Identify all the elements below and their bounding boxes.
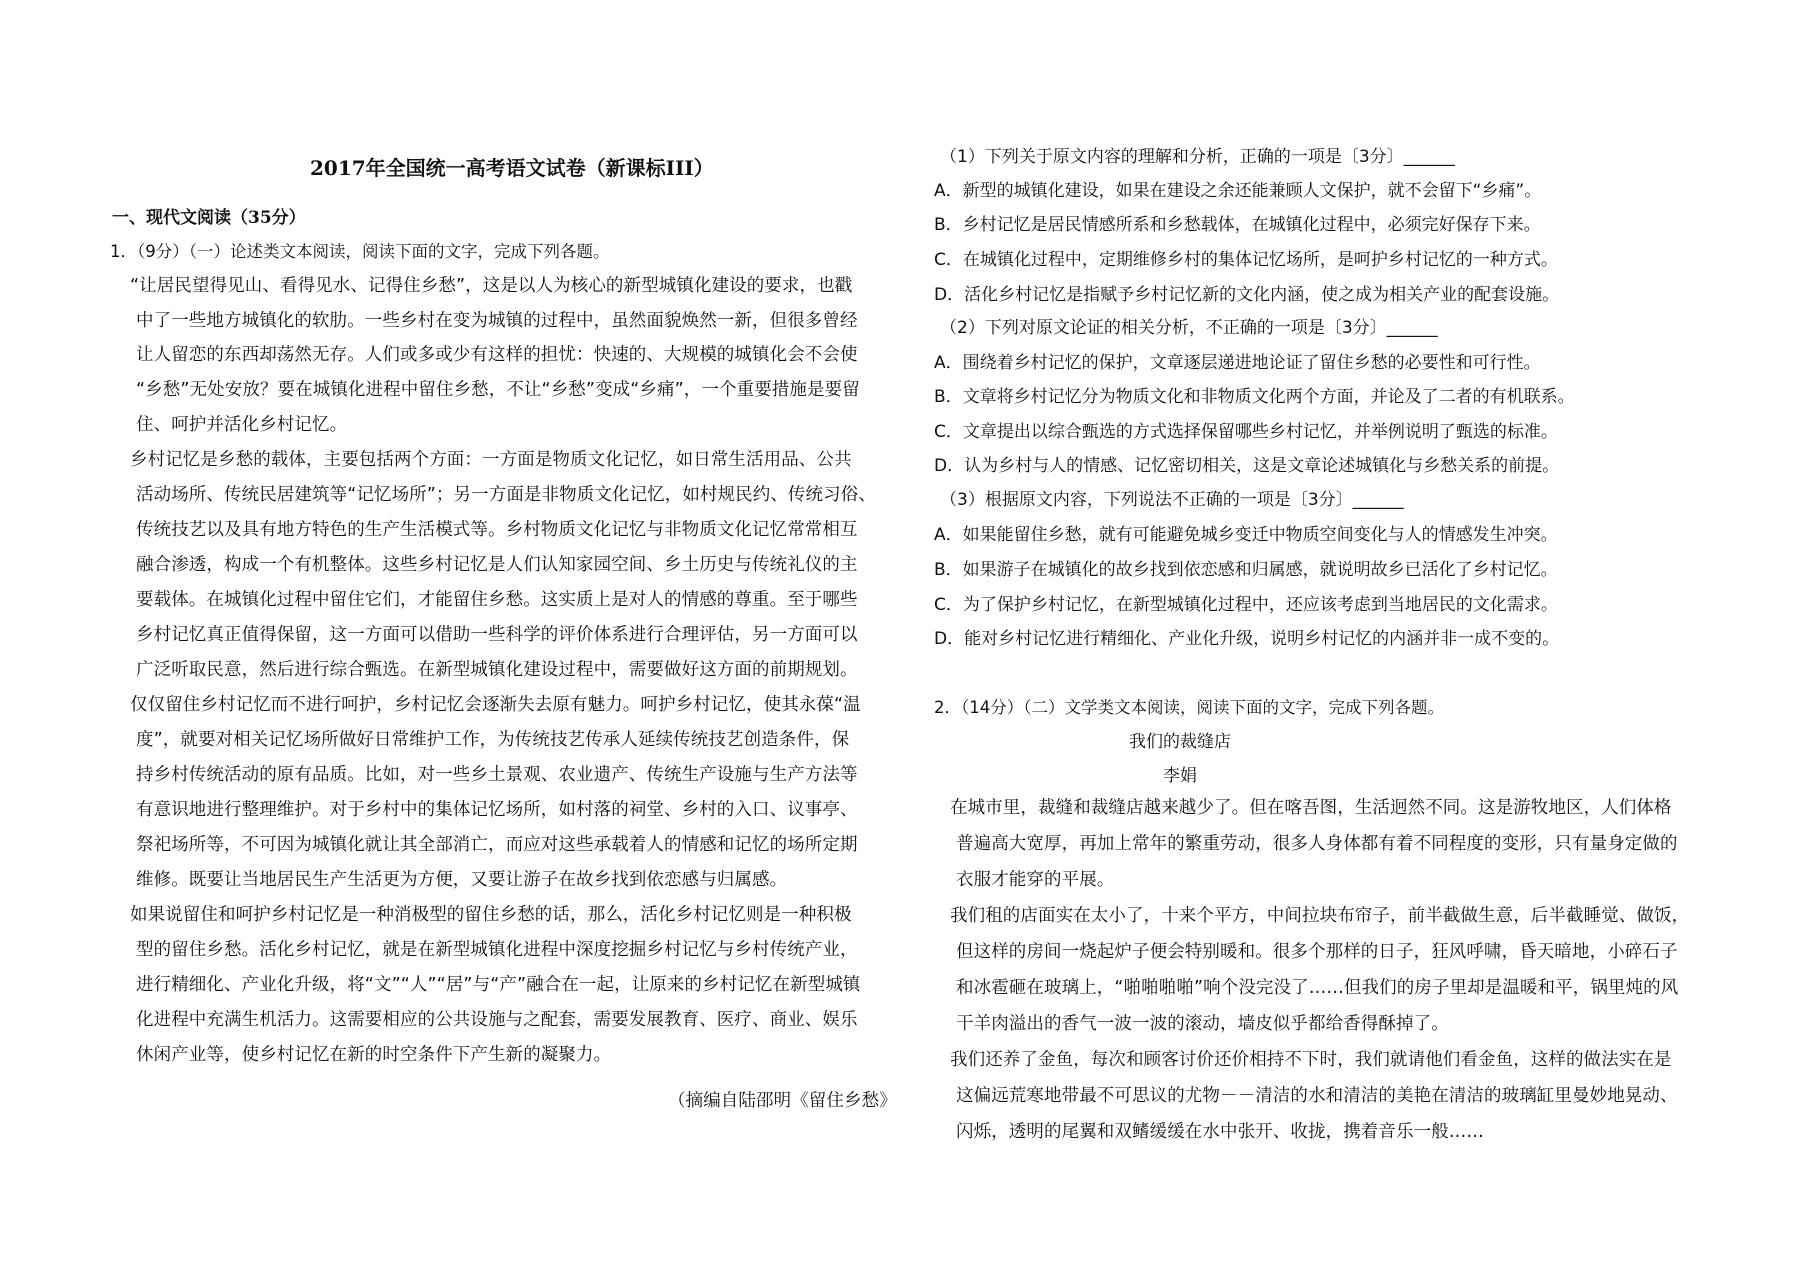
question-1-header: 1．（9分）（一）论述类文本阅读，阅读下面的文字，完成下列各题。 xyxy=(110,242,610,261)
option-d: D．活化乡村记忆是指赋予乡村记忆新的文化内涵，使之成为相关产业的配套设施。 xyxy=(934,285,1560,305)
passage-line: 维修。既要让当地居民生产生活更为方便，又要让游子在故乡找到依恋感与归属感。 xyxy=(136,870,788,890)
story-line: 我们还养了金鱼，每次和顾客讨价还价相持不下时，我们就请他们看金鱼，这样的做法实在是 xyxy=(950,1050,1672,1070)
option-a: A．围绕着乡村记忆的保护，文章逐层递进地论证了留住乡愁的必要性和可行性。 xyxy=(934,353,1541,373)
story-line: 但这样的房间一烧起炉子便会特别暖和。很多个那样的日子，狂风呼啸，昏天暗地，小碎石子 xyxy=(956,942,1678,962)
passage-line: 如果说留住和呵护乡村记忆是一种消极型的留住乡愁的话，那么，活化乡村记忆则是一种积极 xyxy=(130,905,852,925)
passage-line: 乡村记忆是乡愁的载体，主要包括两个方面：一方面是物质文化记忆，如日常生活用品、公共 xyxy=(130,450,852,470)
story-line: 干羊肉溢出的香气一波一波的滚动，墙皮似乎都给香得酥掉了。 xyxy=(956,1014,1449,1034)
page-title: 2017年全国统一高考语文试卷（新课标III） xyxy=(310,156,714,180)
option-b: B．文章将乡村记忆分为物质文化和非物质文化两个方面，并论及了二者的有机联系。 xyxy=(934,387,1575,407)
passage-line: 乡村记忆真正值得保留，这一方面可以借助一些科学的评价体系进行合理评估，另一方面可以 xyxy=(136,625,858,645)
passage-source: （摘编自陆邵明《留住乡愁》 xyxy=(668,1091,897,1111)
passage-line: 型的留住乡愁。活化乡村记忆，就是在新型城镇化进程中深度挖掘乡村记忆与乡村传统产业， xyxy=(136,940,858,960)
subquestion-3-stem: （3）根据原文内容，下列说法不正确的一项是〔3分〕______ xyxy=(940,490,1404,510)
option-a: A．新型的城镇化建设，如果在建设之余还能兼顾人文保护，就不会留下“乡痛”。 xyxy=(934,181,1542,201)
option-c: C．在城镇化过程中，定期维修乡村的集体记忆场所，是呵护乡村记忆的一种方式。 xyxy=(934,250,1558,270)
story-line: 和冰雹砸在玻璃上，“啪啪啪啪”响个没完没了……但我们的房子里却是温暖和平，锅里炖的风 xyxy=(956,978,1679,998)
passage-line: 度”，就要对相关记忆场所做好日常维护工作，为传统技艺传承人延续传统技艺创造条件，保 xyxy=(136,730,850,750)
story-line: 在城市里，裁缝和裁缝店越来越少了。但在喀吾图，生活迥然不同。这是游牧地区，人们体格 xyxy=(950,798,1672,818)
question-2-header: 2．（14分）（二）文学类文本阅读，阅读下面的文字，完成下列各题。 xyxy=(934,698,1444,717)
subquestion-2-stem: （2）下列对原文论证的相关分析，不正确的一项是〔3分〕______ xyxy=(940,318,1438,338)
section-heading: 一、现代文阅读（35分） xyxy=(112,208,306,228)
story-line: 闪烁，透明的尾翼和双鳍缓缓在水中张开、收拢，携着音乐一般…… xyxy=(956,1122,1484,1142)
story-line: 我们租的店面实在太小了，十来个平方，中间拉块布帘子，前半截做生意，后半截睡觉、做饭， xyxy=(950,906,1690,926)
story-title: 我们的裁缝店 xyxy=(1129,732,1231,752)
option-c: C．为了保护乡村记忆，在新型城镇化过程中，还应该考虑到当地居民的文化需求。 xyxy=(934,595,1558,615)
passage-line: 要载体。在城镇化过程中留住它们，才能留住乡愁。这实质上是对人的情感的尊重。至于哪些 xyxy=(136,590,858,610)
passage-line: 有意识地进行整理维护。对于乡村中的集体记忆场所，如村落的祠堂、乡村的入口、议事亭、 xyxy=(136,800,858,820)
passage-line: 仅仅留住乡村记忆而不进行呵护，乡村记忆会逐渐失去原有魅力。呵护乡村记忆，使其永葆“温 xyxy=(130,695,861,715)
passage-line: 住、呵护并活化乡村记忆。 xyxy=(136,415,348,435)
passage-line: 融合渗透，构成一个有机整体。这些乡村记忆是人们认知家园空间、乡土历史与传统礼仪的主 xyxy=(136,555,858,575)
passage-line: 休闲产业等，使乡村记忆在新的时空条件下产生新的凝聚力。 xyxy=(136,1045,612,1065)
passage-line: 传统技艺以及具有地方特色的生产生活模式等。乡村物质文化记忆与非物质文化记忆常常相互 xyxy=(136,520,858,540)
option-c: C．文章提出以综合甄选的方式选择保留哪些乡村记忆，并举例说明了甄选的标准。 xyxy=(934,422,1558,442)
passage-line: 中了一些地方城镇化的软肋。一些乡村在变为城镇的过程中，虽然面貌焕然一新，但很多曾经 xyxy=(136,311,858,331)
story-line: 普遍高大宽厚，再加上常年的繁重劳动，很多人身体都有着不同程度的变形，只有量身定做的 xyxy=(956,834,1678,854)
passage-line: 广泛听取民意，然后进行综合甄选。在新型城镇化建设过程中，需要做好这方面的前期规划。 xyxy=(136,660,858,680)
option-d: D．能对乡村记忆进行精细化、产业化升级，说明乡村记忆的内涵并非一成不变的。 xyxy=(934,629,1560,649)
option-b: B．如果游子在城镇化的故乡找到依恋感和归属感，就说明故乡已活化了乡村记忆。 xyxy=(934,560,1558,580)
story-author: 李娟 xyxy=(1163,766,1197,786)
passage-line: 进行精细化、产业化升级，将“文”“人”“居”与“产”融合在一起，让原来的乡村记忆在新型城镇 xyxy=(136,975,861,995)
story-line: 这偏远荒寒地带最不可思议的尤物－－清洁的水和清洁的美艳在清洁的玻璃缸里曼妙地晃动、 xyxy=(956,1086,1678,1106)
story-line: 衣服才能穿的平展。 xyxy=(956,870,1115,890)
option-b: B．乡村记忆是居民情感所系和乡愁载体，在城镇化过程中，必须完好保存下来。 xyxy=(934,215,1541,235)
option-a: A．如果能留住乡愁，就有可能避免城乡变迁中物质空间变化与人的情感发生冲突。 xyxy=(934,525,1558,545)
passage-line: 让人留恋的东西却荡然无存。人们或多或少有这样的担忧：快速的、大规模的城镇化会不会使 xyxy=(136,345,858,365)
passage-line: 化进程中充满生机活力。这需要相应的公共设施与之配套，需要发展教育、医疗、商业、娱乐 xyxy=(136,1010,858,1030)
passage-line: 活动场所、传统民居建筑等“记忆场所”；另一方面是非物质文化记忆，如村规民约、传统习俗、 xyxy=(136,485,876,505)
subquestion-1-stem: （1）下列关于原文内容的理解和分析，正确的一项是〔3分〕______ xyxy=(940,147,1455,167)
passage-line: 持乡村传统活动的原有品质。比如，对一些乡土景观、农业遗产、传统生产设施与生产方法等 xyxy=(136,765,858,785)
passage-line: 祭祀场所等，不可因为城镇化就让其全部消亡，而应对这些承载着人的情感和记忆的场所定期 xyxy=(136,835,858,855)
option-d: D．认为乡村与人的情感、记忆密切相关，这是文章论述城镇化与乡愁关系的前提。 xyxy=(934,456,1560,476)
passage-line: “让居民望得见山、看得见水、记得住乡愁”，这是以人为核心的新型城镇化建设的要求，也戳 xyxy=(130,276,853,296)
passage-line: “乡愁”无处安放？要在城镇化进程中留住乡愁，不让“乡愁”变成“乡痛”，一个重要措施是要留 xyxy=(136,380,860,400)
